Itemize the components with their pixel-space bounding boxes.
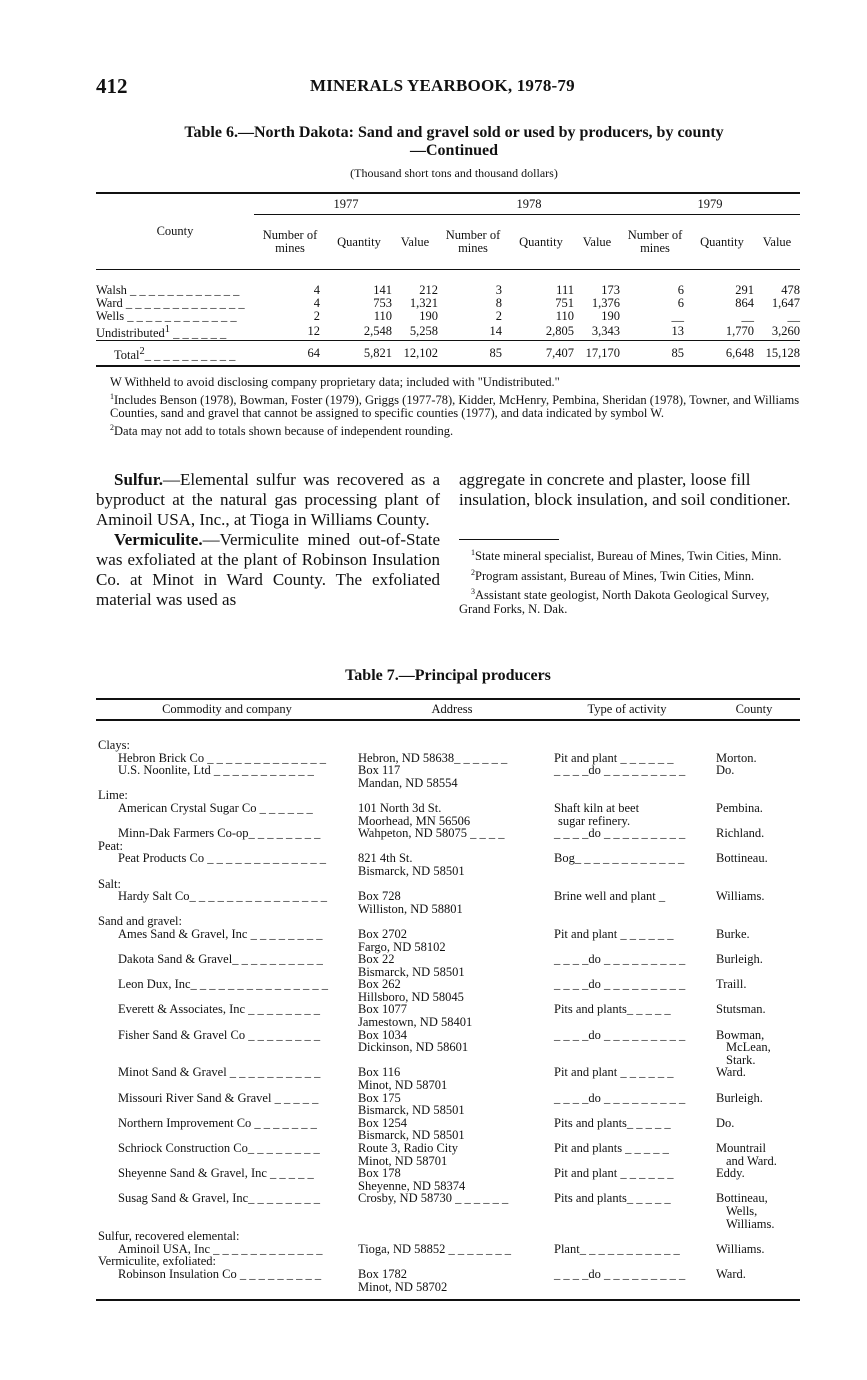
company-address bbox=[358, 890, 546, 915]
table-row bbox=[96, 928, 800, 953]
county-line: Do. bbox=[716, 1115, 735, 1130]
table6-subtitle: (Thousand short tons and thousand dollars) bbox=[350, 166, 558, 180]
table-cell: 110 bbox=[373, 309, 392, 323]
table-cell: 6,648 bbox=[690, 341, 754, 367]
address-line: Box 2702 bbox=[358, 926, 407, 941]
activity-line: Pit and plant _ _ _ _ _ _ bbox=[554, 750, 674, 765]
address-line: Route 3, Radio City bbox=[358, 1141, 458, 1155]
address-line: Box 1034 bbox=[358, 1027, 407, 1042]
table-cell: 3,343 bbox=[591, 324, 620, 339]
company-name: Fisher Sand & Gravel Co _ _ _ _ _ _ _ _ bbox=[118, 1027, 321, 1042]
table-cell: 8 bbox=[495, 296, 502, 310]
footnote-mark: 2 bbox=[139, 345, 145, 357]
footnote bbox=[459, 585, 800, 616]
company-address bbox=[358, 1268, 546, 1300]
author-footnotes bbox=[459, 546, 800, 618]
activity-type bbox=[546, 1066, 708, 1091]
category-label: Salt: bbox=[98, 876, 121, 891]
activity-type bbox=[546, 764, 708, 789]
table7 bbox=[96, 698, 800, 1301]
activity-type bbox=[546, 1268, 708, 1300]
county-name: Ward _ _ _ _ _ _ _ _ _ _ _ _ _ bbox=[96, 296, 245, 310]
table-cell: 478 bbox=[781, 283, 800, 297]
county bbox=[708, 1268, 800, 1300]
page-number: 412 bbox=[96, 74, 128, 98]
address-line: Bismarck, ND 58501 bbox=[358, 964, 465, 979]
activity-line: _ _ _ _do _ _ _ _ _ _ _ _ _ bbox=[554, 1090, 686, 1105]
table-row bbox=[96, 1092, 800, 1117]
county bbox=[708, 827, 800, 840]
table7-header: County bbox=[708, 699, 800, 720]
table-cell: 2 bbox=[313, 309, 320, 323]
county-line: Eddy. bbox=[716, 1166, 745, 1181]
county bbox=[708, 928, 800, 953]
county-line: Burke. bbox=[716, 926, 750, 941]
sulfur-heading: Sulfur. bbox=[114, 470, 163, 489]
county-line: Burleigh. bbox=[716, 1090, 763, 1105]
table6-year-header: 1977 bbox=[254, 193, 438, 215]
address-line: 821 4th St. bbox=[358, 851, 413, 866]
table-cell: 5,258 bbox=[409, 324, 438, 339]
vermiculite-continued: aggregate in concrete and plaster, loose fill insulation, block insulation, and soil conditioner. bbox=[459, 470, 791, 509]
county-line: Burleigh. bbox=[716, 952, 763, 967]
activity-line: _ _ _ _do _ _ _ _ _ _ _ _ _ bbox=[554, 1027, 686, 1042]
address-line: Moorhead, MN 56506 bbox=[358, 813, 471, 828]
table-cell: 753 bbox=[373, 296, 392, 310]
footnote-mark: 1 bbox=[110, 391, 114, 401]
table-cell: 190 bbox=[601, 309, 620, 323]
address-line: Dickinson, ND 58601 bbox=[358, 1040, 469, 1055]
table-note-2 bbox=[110, 421, 800, 439]
table6-year-header: 1979 bbox=[620, 193, 800, 215]
address-line: Fargo, ND 58102 bbox=[358, 939, 446, 954]
address-line: Hebron, ND 58638_ _ _ _ _ _ bbox=[358, 750, 508, 765]
county-line: McLean, bbox=[726, 1040, 771, 1055]
footnote bbox=[459, 546, 800, 564]
table-cell: 14 bbox=[489, 324, 502, 339]
table-cell: 141 bbox=[373, 283, 392, 297]
county-line: Bottineau. bbox=[716, 851, 768, 866]
table-note-w: W Withheld to avoid disclosing company proprietary data; included with "Undistributed." bbox=[110, 375, 560, 389]
county-line: and Ward. bbox=[726, 1153, 777, 1168]
footnote-mark: 2 bbox=[471, 567, 475, 577]
address-line: Box 22 bbox=[358, 952, 395, 967]
activity-line: _ _ _ _do _ _ _ _ _ _ _ _ _ bbox=[554, 763, 686, 778]
address-line: Mandan, ND 58554 bbox=[358, 775, 458, 790]
running-title: MINERALS YEARBOOK, 1978-79 bbox=[310, 76, 575, 95]
col-quantity: Quantity bbox=[690, 215, 754, 270]
address-line: Box 262 bbox=[358, 977, 401, 992]
address-line: Bismarck, ND 58501 bbox=[358, 1103, 465, 1118]
table7-body bbox=[96, 720, 800, 1300]
company-name: U.S. Noonlite, Ltd _ _ _ _ _ _ _ _ _ _ _ bbox=[118, 763, 314, 778]
footnote-mark: 3 bbox=[471, 587, 475, 597]
table-row bbox=[96, 890, 800, 915]
county-line: Ward. bbox=[716, 1266, 746, 1281]
county-line: Stutsman. bbox=[716, 1002, 766, 1017]
activity-type bbox=[546, 953, 708, 978]
table-cell: 1,770 bbox=[725, 324, 754, 339]
activity-line: Pit and plants _ _ _ _ _ bbox=[554, 1141, 669, 1155]
activity-line: sugar refinery. bbox=[558, 813, 631, 828]
table6-county-header: County bbox=[96, 193, 254, 270]
county bbox=[708, 1142, 800, 1167]
body-left-column bbox=[96, 470, 440, 610]
table6 bbox=[96, 192, 800, 367]
company-address bbox=[358, 978, 546, 1003]
table-cell: 7,407 bbox=[508, 341, 574, 367]
activity-line: Plant_ _ _ _ _ _ _ _ _ _ _ bbox=[554, 1241, 680, 1256]
table6-title-line2: —Continued bbox=[409, 142, 499, 159]
county-line: Ward. bbox=[716, 1065, 746, 1080]
table-cell: 13 bbox=[671, 324, 684, 339]
activity-type bbox=[546, 1092, 708, 1117]
company-address bbox=[358, 1066, 546, 1091]
table6-body bbox=[96, 270, 800, 367]
table-row bbox=[96, 1029, 800, 1067]
activity-line: Shaft kiln at beet bbox=[554, 800, 640, 815]
category-label: Peat: bbox=[98, 838, 123, 853]
address-line: Tioga, ND 58852 _ _ _ _ _ _ _ bbox=[358, 1241, 512, 1256]
address-line: Bismarck, ND 58501 bbox=[358, 863, 465, 878]
table-cell: 12 bbox=[307, 324, 320, 339]
county-line: Williams. bbox=[716, 1241, 765, 1256]
company-name: Hebron Brick Co _ _ _ _ _ _ _ _ _ _ _ _ _ bbox=[118, 750, 326, 765]
address-line: Box 728 bbox=[358, 889, 401, 904]
footnote-mark: 1 bbox=[471, 548, 475, 557]
activity-line: Pits and plants_ _ _ _ _ bbox=[554, 1191, 671, 1206]
table7-header: Type of activity bbox=[546, 699, 708, 720]
address-line: Bismarck, ND 58501 bbox=[358, 1128, 465, 1143]
company-address bbox=[358, 852, 546, 877]
county-line: Stark. bbox=[726, 1052, 756, 1067]
company-name: Peat Products Co _ _ _ _ _ _ _ _ _ _ _ _ _ bbox=[118, 851, 326, 866]
county bbox=[708, 1167, 800, 1192]
company-name: Everett & Associates, Inc _ _ _ _ _ _ _ _ bbox=[118, 1002, 321, 1017]
company-name: Northern Improvement Co _ _ _ _ _ _ _ bbox=[118, 1115, 317, 1130]
address-line: Box 178 bbox=[358, 1166, 401, 1181]
company-address bbox=[358, 1029, 546, 1067]
vermiculite-heading: Vermiculite. bbox=[114, 530, 203, 549]
address-line: Box 116 bbox=[358, 1065, 401, 1080]
table-cell: 85 bbox=[620, 341, 690, 367]
table6-title-line1: Table 6.—North Dakota: Sand and gravel sold or used by producers, by county bbox=[184, 124, 724, 141]
county bbox=[708, 1003, 800, 1028]
col-value: Value bbox=[574, 215, 620, 270]
table-cell: 173 bbox=[601, 283, 620, 297]
table-note-2-text: Data may not add to totals shown because of independent rounding. bbox=[114, 423, 454, 438]
table-note-1-text: Includes Benson (1978), Bowman, Foster (1979), Griggs (1977-78), Kidder, McHenry, Pembina, Sheridan (1978), Towner, and Williams Counties, sand and gravel that cannot be assigned to specific counties (1977), and data indicated by symbol W. bbox=[110, 392, 800, 421]
table-row bbox=[96, 852, 800, 877]
address-line: Sheyenne, ND 58374 bbox=[358, 1178, 466, 1193]
table-cell: 5,821 bbox=[326, 341, 392, 367]
table-spacer-row bbox=[96, 720, 800, 739]
footnote-mark: 1 bbox=[164, 324, 170, 335]
table-row bbox=[96, 764, 800, 789]
col-number-of-mines: Number of mines bbox=[254, 215, 326, 270]
address-line: Box 117 bbox=[358, 763, 401, 778]
table-cell: 2,548 bbox=[363, 324, 392, 339]
table-cell: 1,321 bbox=[409, 296, 438, 310]
table-cell: 2 bbox=[495, 309, 502, 323]
address-line: Crosby, ND 58730 _ _ _ _ _ _ bbox=[358, 1191, 509, 1206]
footnote-divider bbox=[459, 539, 559, 540]
company-name: Sheyenne Sand & Gravel, Inc _ _ _ _ _ bbox=[118, 1166, 314, 1181]
address-line: Minot, ND 58702 bbox=[358, 1279, 448, 1294]
company-name: Dakota Sand & Gravel_ _ _ _ _ _ _ _ _ _ bbox=[118, 952, 323, 967]
county-name: Wells _ _ _ _ _ _ _ _ _ _ _ _ bbox=[96, 309, 237, 323]
address-line: Minot, ND 58701 bbox=[358, 1078, 448, 1093]
table-cell: 190 bbox=[419, 309, 438, 323]
county-name-text: Undistributed bbox=[96, 326, 165, 341]
activity-type bbox=[546, 1192, 708, 1230]
table6-year-header: 1978 bbox=[438, 193, 620, 215]
company-name: Susag Sand & Gravel, Inc_ _ _ _ _ _ _ _ bbox=[118, 1191, 321, 1206]
company-name: Missouri River Sand & Gravel _ _ _ _ _ bbox=[118, 1090, 319, 1105]
table-row bbox=[96, 802, 800, 827]
address-line: Jamestown, ND 58401 bbox=[358, 1015, 473, 1030]
table-row bbox=[96, 323, 800, 341]
county bbox=[708, 1117, 800, 1142]
company-name: American Crystal Sugar Co _ _ _ _ _ _ bbox=[118, 800, 313, 815]
company-name: Hardy Salt Co_ _ _ _ _ _ _ _ _ _ _ _ _ _ _ bbox=[118, 889, 328, 904]
company-address bbox=[358, 1003, 546, 1028]
category-row bbox=[96, 739, 800, 752]
vermiculite-paragraph bbox=[96, 530, 440, 610]
table-cell: 1,647 bbox=[771, 296, 800, 310]
activity-type bbox=[546, 1243, 708, 1256]
table-cell: __ bbox=[787, 309, 800, 323]
table-row bbox=[96, 978, 800, 1003]
activity-type bbox=[546, 827, 708, 840]
footnote-text: Program assistant, Bureau of Mines, Twin Cities, Minn. bbox=[475, 568, 755, 583]
table-row bbox=[96, 270, 800, 298]
county-line: Pembina. bbox=[716, 800, 763, 815]
county-name: Walsh _ _ _ _ _ _ _ _ _ _ _ _ bbox=[96, 283, 240, 297]
table-cell: 4 bbox=[313, 296, 320, 310]
company-name: Schriock Construction Co_ _ _ _ _ _ _ _ bbox=[118, 1141, 320, 1155]
table-row bbox=[96, 1167, 800, 1192]
county bbox=[708, 1029, 800, 1067]
activity-line: Bog_ _ _ _ _ _ _ _ _ _ _ _ bbox=[554, 851, 685, 866]
page-header bbox=[96, 74, 800, 102]
category-label: Sulfur, recovered elemental: bbox=[98, 1229, 240, 1244]
table7-header: Commodity and company bbox=[96, 699, 358, 720]
company-address bbox=[358, 764, 546, 789]
county-line: Bowman, bbox=[716, 1027, 765, 1042]
activity-type bbox=[546, 1003, 708, 1028]
activity-line: _ _ _ _do _ _ _ _ _ _ _ _ _ bbox=[554, 826, 686, 841]
address-line: Box 1782 bbox=[358, 1266, 407, 1281]
table6-title bbox=[96, 124, 812, 160]
activity-line: Pits and plants_ _ _ _ _ bbox=[554, 1002, 671, 1017]
table-row bbox=[96, 1003, 800, 1028]
county bbox=[708, 953, 800, 978]
table-row bbox=[96, 1142, 800, 1167]
table6-notes bbox=[110, 376, 800, 438]
activity-line: _ _ _ _do _ _ _ _ _ _ _ _ _ bbox=[554, 977, 686, 992]
table-cell: 6 bbox=[677, 296, 684, 310]
table-cell: 111 bbox=[556, 283, 574, 297]
table-row bbox=[96, 1192, 800, 1230]
activity-type bbox=[546, 1029, 708, 1067]
address-line: Hillsboro, ND 58045 bbox=[358, 989, 464, 1004]
col-quantity: Quantity bbox=[508, 215, 574, 270]
county bbox=[708, 1092, 800, 1117]
table-cell: __ bbox=[671, 309, 684, 323]
activity-line: _ _ _ _do _ _ _ _ _ _ _ _ _ bbox=[554, 1266, 686, 1281]
table-cell: 17,170 bbox=[574, 341, 620, 367]
county bbox=[708, 852, 800, 877]
category-label: Clays: bbox=[98, 738, 130, 752]
table-row bbox=[96, 1268, 800, 1300]
company-address bbox=[358, 1243, 546, 1256]
table-cell: 1,376 bbox=[591, 296, 620, 310]
county bbox=[708, 890, 800, 915]
footnote bbox=[459, 566, 800, 584]
company-name: Leon Dux, Inc_ _ _ _ _ _ _ _ _ _ _ _ _ _ _ bbox=[118, 977, 329, 992]
activity-type bbox=[546, 978, 708, 1003]
county-line: Morton. bbox=[716, 750, 757, 765]
county-line: Williams. bbox=[716, 889, 765, 904]
company-address bbox=[358, 1117, 546, 1142]
table-row bbox=[96, 953, 800, 978]
table-cell: 110 bbox=[555, 309, 574, 323]
table-row bbox=[96, 310, 800, 323]
activity-type bbox=[546, 1167, 708, 1192]
county-line: Wells, bbox=[726, 1203, 758, 1218]
county-line: Traill. bbox=[716, 977, 747, 992]
company-address bbox=[358, 1142, 546, 1167]
category-label: Lime: bbox=[98, 788, 128, 803]
table7-title: Table 7.—Principal producers bbox=[345, 667, 551, 684]
table-note-1 bbox=[110, 390, 800, 421]
vermiculite-text: —Vermiculite mined out-of-State was exfoliated at the plant of Robinson Insulation Co. at Minot in Ward County. The exfoliated material was used as bbox=[96, 530, 440, 609]
address-line: Box 1254 bbox=[358, 1115, 407, 1130]
company-address bbox=[358, 928, 546, 953]
col-number-of-mines: Number of mines bbox=[620, 215, 690, 270]
table-cell: 864 bbox=[735, 296, 754, 310]
company-address bbox=[358, 802, 546, 827]
activity-type bbox=[546, 1142, 708, 1167]
county bbox=[708, 1192, 800, 1230]
company-address bbox=[358, 1092, 546, 1117]
company-address bbox=[358, 953, 546, 978]
county-line: Bottineau, bbox=[716, 1191, 768, 1206]
total-label bbox=[96, 341, 254, 367]
activity-type bbox=[546, 1117, 708, 1142]
company-address bbox=[358, 1167, 546, 1192]
activity-line: Pit and plant _ _ _ _ _ _ bbox=[554, 1065, 674, 1080]
county bbox=[708, 764, 800, 789]
activity-type bbox=[546, 852, 708, 877]
col-value: Value bbox=[392, 215, 438, 270]
company-name: Minot Sand & Gravel _ _ _ _ _ _ _ _ _ _ bbox=[118, 1065, 321, 1080]
category-row bbox=[96, 1230, 800, 1243]
total-label-text: Total bbox=[114, 347, 140, 362]
body-right-column bbox=[459, 470, 800, 510]
table-row bbox=[96, 1066, 800, 1091]
address-line: Box 175 bbox=[358, 1090, 401, 1105]
county-line: Do. bbox=[716, 763, 735, 778]
table-cell: 85 bbox=[438, 341, 508, 367]
table-total-row bbox=[96, 341, 800, 367]
total-label-leader: _ _ _ _ _ _ _ _ _ _ bbox=[144, 347, 236, 362]
activity-line: Pit and plant _ _ _ _ _ _ bbox=[554, 926, 674, 941]
table-cell: 3 bbox=[495, 283, 502, 297]
county-name bbox=[96, 323, 254, 341]
activity-type bbox=[546, 928, 708, 953]
activity-line: _ _ _ _do _ _ _ _ _ _ _ _ _ bbox=[554, 952, 686, 967]
county-line: Richland. bbox=[716, 826, 765, 841]
table-cell: 64 bbox=[254, 341, 326, 367]
county bbox=[708, 1243, 800, 1256]
activity-line: Pits and plants_ _ _ _ _ bbox=[554, 1115, 671, 1130]
county-line: Williams. bbox=[726, 1216, 775, 1231]
table-cell: 291 bbox=[735, 283, 754, 297]
address-line: Minot, ND 58701 bbox=[358, 1153, 448, 1168]
table7-header: Address bbox=[358, 699, 546, 720]
county bbox=[708, 802, 800, 827]
sulfur-text: —Elemental sulfur was recovered as a byproduct at the natural gas processing plant of Aminoil USA, Inc., at Tioga in Williams County. bbox=[96, 470, 440, 529]
table-cell: 6 bbox=[677, 283, 684, 297]
sulfur-paragraph bbox=[96, 470, 440, 530]
company-name: Minn-Dak Farmers Co-op_ _ _ _ _ _ _ _ bbox=[118, 826, 321, 841]
county-line: Mountrail bbox=[716, 1141, 766, 1155]
county-name-leader: _ _ _ _ _ _ bbox=[169, 326, 227, 341]
table-row bbox=[96, 1117, 800, 1142]
col-number-of-mines: Number of mines bbox=[438, 215, 508, 270]
company-address bbox=[358, 827, 546, 840]
col-quantity: Quantity bbox=[326, 215, 392, 270]
address-line: 101 North 3d St. bbox=[358, 800, 442, 815]
category-label: Vermiculite, exfoliated: bbox=[98, 1254, 217, 1269]
category-label: Sand and gravel: bbox=[98, 914, 183, 929]
county bbox=[708, 978, 800, 1003]
footnote-text: Assistant state geologist, North Dakota Geological Survey, Grand Forks, N. Dak. bbox=[459, 588, 770, 616]
table-cell: 2,805 bbox=[545, 324, 574, 339]
footnote-mark: 2 bbox=[110, 422, 114, 432]
company-address bbox=[358, 1192, 546, 1230]
table-cell: 4 bbox=[313, 283, 320, 297]
activity-line: Pit and plant _ _ _ _ _ _ bbox=[554, 1166, 674, 1181]
table-cell: __ bbox=[741, 309, 754, 323]
company-name: Robinson Insulation Co _ _ _ _ _ _ _ _ _ bbox=[96, 1268, 358, 1300]
activity-type bbox=[546, 802, 708, 827]
table-cell: 212 bbox=[419, 283, 438, 297]
company-name: Aminoil USA, Inc _ _ _ _ _ _ _ _ _ _ _ _ bbox=[118, 1241, 323, 1256]
address-line: Wahpeton, ND 58075 _ _ _ _ bbox=[358, 826, 505, 841]
activity-line: Brine well and plant _ bbox=[554, 889, 666, 904]
address-line: Williston, ND 58801 bbox=[358, 901, 463, 916]
footnote-text: State mineral specialist, Bureau of Mines, Twin Cities, Minn. bbox=[475, 549, 782, 564]
table-cell: 751 bbox=[555, 296, 574, 310]
table-cell: 3,260 bbox=[771, 324, 800, 339]
table-cell: 12,102 bbox=[392, 341, 438, 367]
address-line: Box 1077 bbox=[358, 1002, 407, 1017]
col-value: Value bbox=[754, 215, 800, 270]
table-row bbox=[96, 827, 800, 840]
activity-type bbox=[546, 890, 708, 915]
table-cell: 15,128 bbox=[754, 341, 800, 367]
county bbox=[708, 1066, 800, 1091]
company-name: Ames Sand & Gravel, Inc _ _ _ _ _ _ _ _ bbox=[118, 926, 323, 941]
